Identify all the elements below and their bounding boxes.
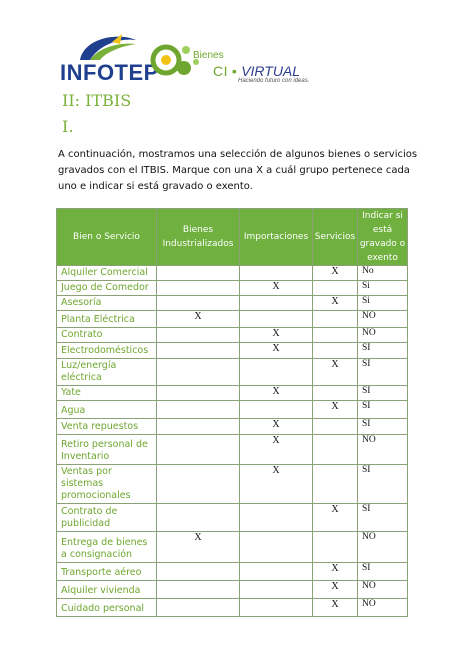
cell-servicios xyxy=(313,281,358,296)
cell-gravado-exento: NO xyxy=(358,599,408,617)
table-row xyxy=(57,435,408,465)
cell-bienes xyxy=(157,465,240,504)
cell-gravado-exento: SI xyxy=(358,401,408,419)
ci-virtual-ci: CI xyxy=(213,63,228,79)
cell-servicios xyxy=(313,328,358,343)
cell-name: Planta Eléctrica xyxy=(57,311,157,328)
cell-bienes xyxy=(157,266,240,281)
cell-importaciones xyxy=(240,311,313,328)
cell-gravado-exento: SI xyxy=(358,359,408,386)
cell-name: Transporte aéreo xyxy=(57,563,157,581)
cell-importaciones xyxy=(240,599,313,617)
cell-name: Electrodomésticos xyxy=(57,343,157,359)
cell-servicios xyxy=(313,386,358,401)
cell-gravado-exento: Si xyxy=(358,281,408,296)
cell-servicios xyxy=(313,419,358,435)
cell-gravado-exento: No xyxy=(358,266,408,281)
table-row xyxy=(57,532,408,563)
table-row xyxy=(57,581,408,599)
cell-name: Entrega de bienes a consignación xyxy=(57,532,157,563)
cell-gravado-exento: SI xyxy=(358,419,408,435)
table-row xyxy=(57,266,408,281)
cell-bienes xyxy=(157,599,240,617)
cell-name: Contrato de publicidad xyxy=(57,504,157,532)
header-bienes-industrializados: Bienes Industrializados xyxy=(157,209,240,266)
header-bien-servicio: Bien o Servicio xyxy=(57,209,157,266)
cell-gravado-exento: SI xyxy=(358,504,408,532)
table-row xyxy=(57,419,408,435)
cell-gravado-exento: NO xyxy=(358,311,408,328)
cell-bienes xyxy=(157,435,240,465)
cell-gravado-exento: SI xyxy=(358,343,408,359)
cell-name: Venta repuestos xyxy=(57,419,157,435)
ci-virtual-tagline: Haciendo futuro con ideas. xyxy=(238,78,310,84)
cell-importaciones xyxy=(240,359,313,386)
cell-name: Luz/energía eléctrica xyxy=(57,359,157,386)
cell-gravado-exento: NO xyxy=(358,581,408,599)
cell-bienes: X xyxy=(157,532,240,563)
cell-name: Agua xyxy=(57,401,157,419)
table-row xyxy=(57,401,408,419)
cell-gravado-exento: NO xyxy=(358,532,408,563)
cell-bienes xyxy=(157,281,240,296)
cell-importaciones xyxy=(240,504,313,532)
cell-bienes xyxy=(157,359,240,386)
infotep-logo-text: INFOTEP xyxy=(60,60,159,85)
cell-bienes xyxy=(157,504,240,532)
table-body xyxy=(57,266,408,617)
table-row xyxy=(57,386,408,401)
intro-paragraph: A continuación, mostramos una selección de algunos bienes o servicios gravados con el ITBIS. Marque con una X a cuál grupo pertenece cada uno e indicar si está gravado o exento. xyxy=(58,149,418,192)
table-row xyxy=(57,465,408,504)
cell-bienes xyxy=(157,581,240,599)
cell-servicios: X xyxy=(313,581,358,599)
cell-importaciones: X xyxy=(240,343,313,359)
cell-name: Ventas por sistemas promocionales xyxy=(57,465,157,504)
section-subtitle: I. xyxy=(62,117,74,136)
cell-servicios xyxy=(313,343,358,359)
cell-importaciones: X xyxy=(240,328,313,343)
cell-gravado-exento: SI xyxy=(358,386,408,401)
ci-virtual-separator: • xyxy=(231,63,238,79)
table-row xyxy=(57,563,408,581)
cell-gravado-exento: Si xyxy=(358,296,408,311)
header-importaciones: Importaciones xyxy=(240,209,313,266)
itbis-table xyxy=(56,208,408,617)
cell-servicios: X xyxy=(313,563,358,581)
cell-importaciones: X xyxy=(240,465,313,504)
cell-gravado-exento: NO xyxy=(358,435,408,465)
cell-name: Juego de Comedor xyxy=(57,281,157,296)
cell-name: Alquiler vivienda xyxy=(57,581,157,599)
cell-gravado-exento: SI xyxy=(358,563,408,581)
cell-servicios xyxy=(313,435,358,465)
table-row xyxy=(57,343,408,359)
cell-bienes xyxy=(157,386,240,401)
cell-importaciones xyxy=(240,532,313,563)
cell-bienes xyxy=(157,328,240,343)
cell-servicios: X xyxy=(313,296,358,311)
cell-name: Contrato xyxy=(57,328,157,343)
cell-importaciones xyxy=(240,401,313,419)
cell-name: Asesoría xyxy=(57,296,157,311)
cell-name: Alquiler Comercial xyxy=(57,266,157,281)
header-gravado-exento: Indicar si está gravado o exento xyxy=(358,209,408,266)
table-row xyxy=(57,311,408,328)
cell-importaciones xyxy=(240,296,313,311)
table-header-row xyxy=(57,209,408,266)
ci-virtual-logo-bienes: Bienes xyxy=(193,50,224,61)
table-row xyxy=(57,296,408,311)
cell-importaciones xyxy=(240,563,313,581)
cell-servicios xyxy=(313,465,358,504)
cell-servicios: X xyxy=(313,599,358,617)
table-row xyxy=(57,359,408,386)
cell-bienes xyxy=(157,296,240,311)
cell-servicios xyxy=(313,311,358,328)
cell-bienes xyxy=(157,401,240,419)
table-row xyxy=(57,599,408,617)
cell-servicios xyxy=(313,532,358,563)
cell-servicios: X xyxy=(313,504,358,532)
cell-servicios: X xyxy=(313,401,358,419)
cell-importaciones: X xyxy=(240,386,313,401)
ci-virtual-virtual: VIRTUAL xyxy=(241,63,301,79)
cell-bienes xyxy=(157,343,240,359)
cell-importaciones: X xyxy=(240,281,313,296)
table-row xyxy=(57,281,408,296)
cell-importaciones xyxy=(240,581,313,599)
section-title: II: ITBIS xyxy=(62,91,132,110)
cell-servicios: X xyxy=(313,266,358,281)
cell-bienes xyxy=(157,419,240,435)
cell-name: Yate xyxy=(57,386,157,401)
cell-bienes: X xyxy=(157,311,240,328)
cell-importaciones xyxy=(240,266,313,281)
cell-gravado-exento: SI xyxy=(358,465,408,504)
table-row xyxy=(57,328,408,343)
ci-virtual-logo-text xyxy=(213,63,300,79)
cell-importaciones: X xyxy=(240,419,313,435)
cell-importaciones: X xyxy=(240,435,313,465)
header-servicios: Servicios xyxy=(313,209,358,266)
cell-gravado-exento: NO xyxy=(358,328,408,343)
table-row xyxy=(57,504,408,532)
cell-servicios: X xyxy=(313,359,358,386)
cell-name: Retiro personal de Inventario xyxy=(57,435,157,465)
cell-bienes xyxy=(157,563,240,581)
cell-name: Cuidado personal xyxy=(57,599,157,617)
